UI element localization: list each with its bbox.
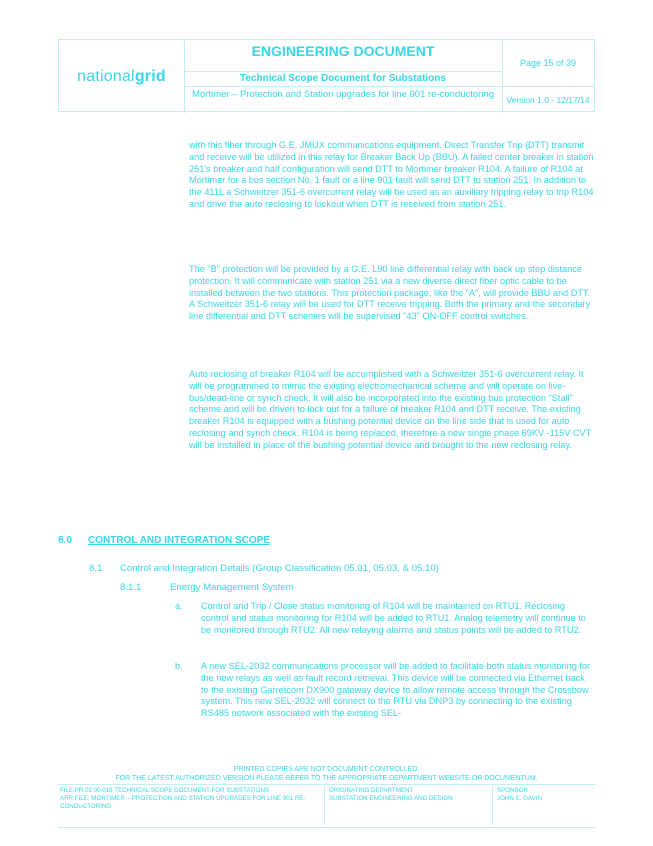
section-heading <box>58 535 270 546</box>
originating-dept: SUBSTATION ENGINEERING AND DESIGN <box>329 795 453 802</box>
document-header <box>58 39 595 112</box>
doc-title: ENGINEERING DOCUMENT <box>184 40 502 72</box>
footer-notice-2: FOR THE LATEST AUTHORIZED VERSION PLEASE REFER TO THE APPROPRIATE DEPARTMENT WEBSITE OR DOCUMENTUM. <box>115 775 538 782</box>
paragraph-2: The "B" protection will be provided by a G.E. L90 line differential relay with back up step distance protection. It will communicate with station 251 via a new diverse direct fiber optic cable to be installed between the two stations. This protection package, like the "A", will provide BBU and DTT. A Schweitzer 351-6 relay will be used for DTT receive tripping. Both the primary and the secondary line differential and DTT schemes will be supervised "43" ON-OFF control switches. <box>189 264 591 322</box>
sponsor: JOHN E. GAVIN <box>497 795 542 802</box>
subsubsection-title: Energy Management System <box>170 582 294 593</box>
footer-file: FILE:PR.02.00.018 TECHNICAL SCOPE DOCUMENT FOR SUBSTATIONS <box>60 787 270 794</box>
document-footer <box>58 765 595 828</box>
logo-grid: grid <box>134 67 166 85</box>
footer-arr-file: ARR FILE: MORTIMER – PROTECTION AND STATION UPGRADES FOR LINE 901 RE-CONDUCTORING <box>60 795 306 810</box>
subsection-number: 8.1 <box>89 563 103 574</box>
footer-notice: PRINTED COPIES ARE NOT DOCUMENT CONTROLLED. <box>233 766 420 773</box>
originating-dept-label: ORIGINATING DEPARTMENT <box>329 787 414 794</box>
subsubsection-heading <box>120 582 294 593</box>
page-number: Page 15 of 39 <box>502 40 594 87</box>
doc-description: Mortimer – Protection and Station upgrades for line 901 re-conductoring <box>191 89 495 100</box>
list-item-label: a. <box>175 601 183 611</box>
sponsor-label: SPONSOR <box>497 787 528 794</box>
subsection-title: Control and Integration Details (Group Classification 05.01, 05.03, & 05.10) <box>120 563 439 574</box>
logo-national: national <box>77 67 135 85</box>
list-item-label: b. <box>175 661 183 671</box>
subsection-heading <box>89 563 439 574</box>
list-item-text: A new SEL-2032 communications processor will be added to facilitate both status monitoring for the new relays as well as fault record retrieval. This device will be connected via Ethernet back to the existing Garretcom DX900 gateway device to allow remote access through the Crossbow system. This new SEL-2032 will connect to the RTU via DNP3 by connecting to the existing RS485 network associated with the existing SEL- <box>201 661 591 719</box>
section-title: CONTROL AND INTEGRATION SCOPE <box>88 535 271 546</box>
paragraph-3: Auto reclosing of breaker R104 will be accomplished with a Schweitzer 351-6 overcurrent relay. It will be programmed to mimic the existing electromechanical scheme and will operate on live-bus/dead-line or synch check. It will also be incorporated into the existing bus protection "Stall" scheme and will be driven to lock out for a failure of breaker R104 and DTT receive. The existing breaker R104 is equipped with a bushing potential device on the line side that is used for auto reclosing and synch check. R104 is being replaced, therefore a new single phase 69KV -115V CVT will be installed in place of the bushing potential device and brought to the new reclosing relay. <box>189 369 592 450</box>
national-grid-logo <box>59 40 185 113</box>
list-item-text: Control and Trip / Close status monitoring of R104 will be maintained on RTU1. Reclosing control and status monitoring for R104 will be added to RTU1. Analog telemetry will continue to be monitored through RTU2. All new relaying alarms and status points will be added to RTU2. <box>201 601 586 635</box>
paragraph-1: with this fiber through G.E. JMUX communications equipment. Direct Transfer Trip (DTT) transmit and receive will be utilized in this relay for Breaker Back Up (BBU). A failed center breaker in station 251's breaker and half configuration will send DTT to Mortimer breaker R104. A failure of R104 at Mortimer for a bus section No. 1 fault or a line 901 fault will send DTT to station 251. In addition to the 411L a Schweitzer 351-6 overcurrent relay will be used as an auxiliary tripping relay to trip R104 and drive the auto reclosing to lockout when DTT is received from station 251. <box>189 140 594 209</box>
section-number: 8.0 <box>58 535 72 546</box>
version: Version 1.0 - 12/17/14 <box>506 95 590 105</box>
doc-subtitle: Technical Scope Document for Substations <box>184 72 502 87</box>
subsubsection-number: 8.1.1 <box>120 582 142 593</box>
